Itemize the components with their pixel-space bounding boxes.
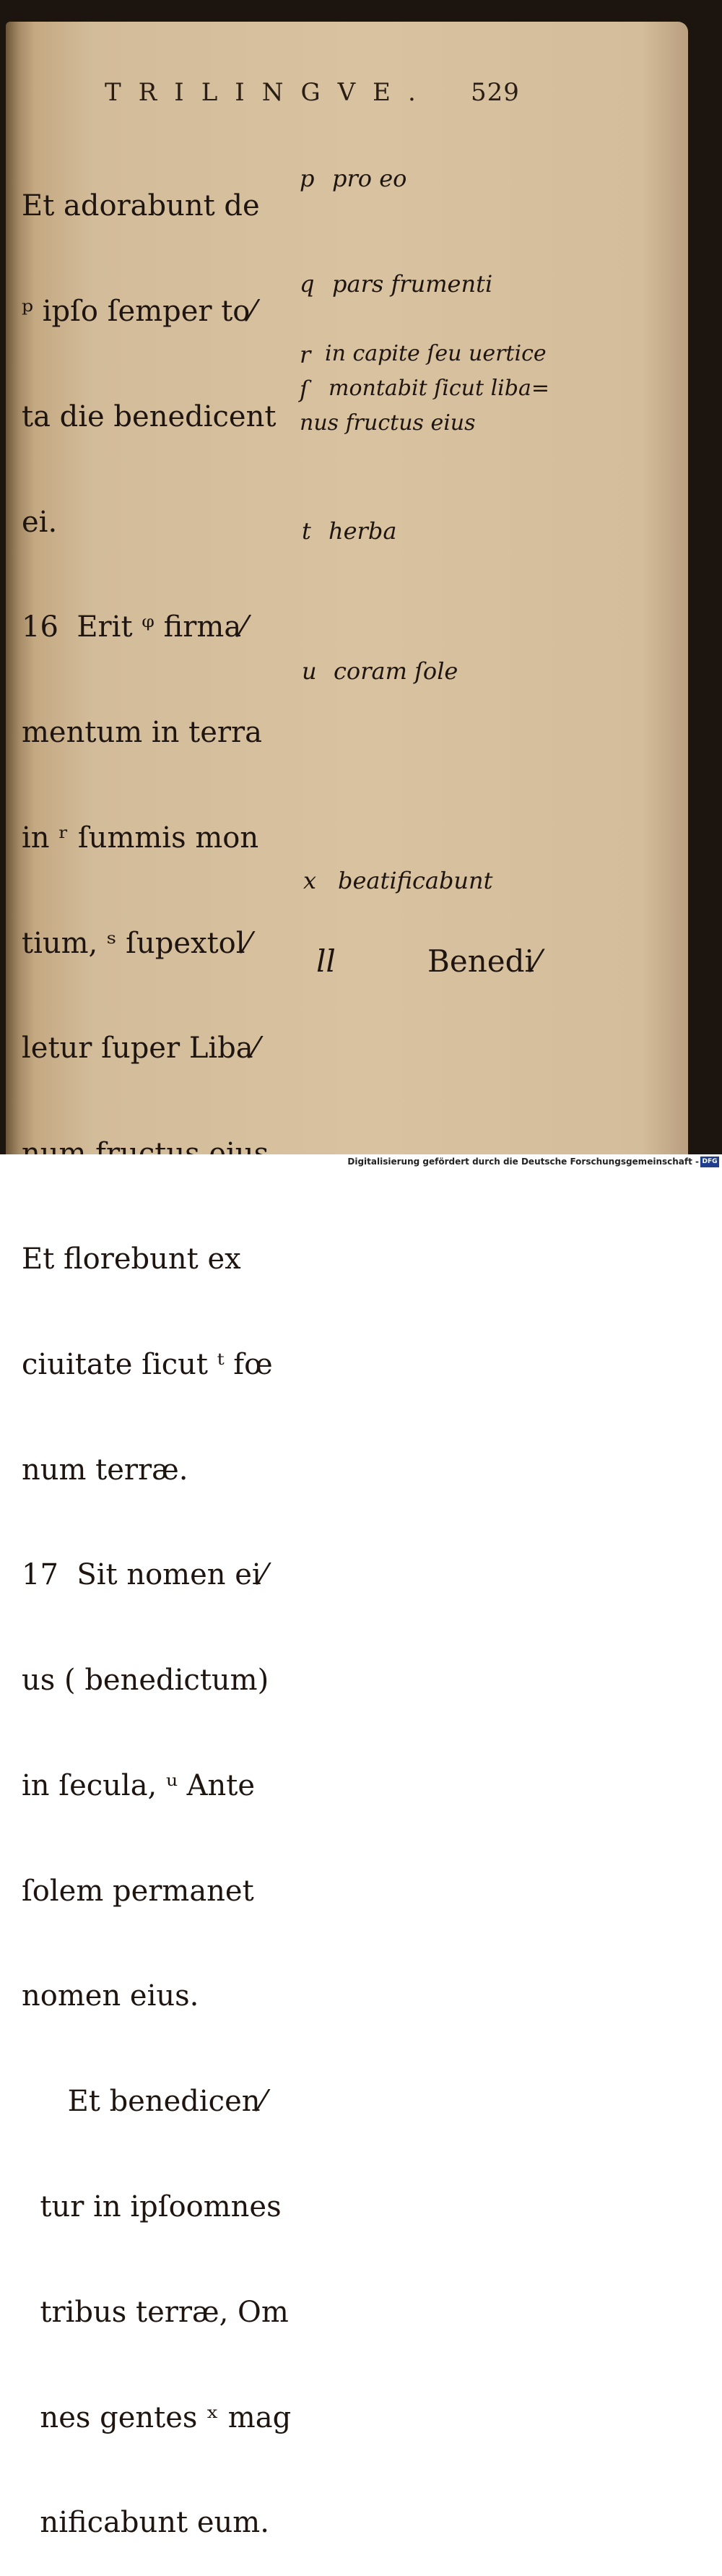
text-line: Et florebunt ex [22, 1242, 241, 1276]
text-line: ei. [22, 505, 58, 539]
gloss-text: beatificabunt [338, 867, 493, 894]
catchword: Benedi⁄ [427, 943, 539, 979]
gloss-text: in capite ſeu uertice [325, 341, 547, 366]
text-line: tium, ˢ ſupextol⁄ [22, 926, 251, 960]
gloss-text: herba [329, 517, 397, 545]
footer-credit: Digitalisierung gefördert durch die Deutsche Forschungsgemeinschaft - [347, 1157, 699, 1167]
text-line: ta die benedicent [22, 399, 277, 433]
text-line: ſolem permanet [22, 1874, 254, 1908]
gloss-letter: ſ [300, 376, 308, 403]
text-line: Et benedicen⁄ [22, 2085, 266, 2119]
text-line: nes gentes ˣ mag [22, 2400, 292, 2434]
running-header [0, 78, 722, 114]
text-line: in ſecula, ᵘ Ante [22, 1768, 256, 1802]
gloss-letter: u [302, 657, 317, 685]
text-line: tribus terræ, Om [22, 2295, 289, 2329]
text-line: nomen eius. [22, 1979, 199, 2013]
gloss-text: nus fructus eius [300, 410, 476, 436]
text-line: num terræ. [22, 1453, 188, 1487]
gloss-text: coram ſole [334, 657, 458, 685]
gloss-letter: p [300, 165, 315, 192]
text-line: letur ſuper Liba⁄ [22, 1032, 258, 1066]
text-line: tur in ipſoomnes [22, 2190, 282, 2224]
gloss-text: pars frumenti [332, 270, 493, 298]
gloss-letter: x [303, 867, 317, 894]
gloss-letter: t [302, 517, 311, 545]
gloss-text: pro eo [332, 165, 407, 192]
footer-bar [0, 1154, 722, 1172]
text-line: us ( benedictum) [22, 1664, 269, 1698]
running-title: TRILINGVE. [105, 78, 433, 107]
text-line: nificabunt eum. [22, 2506, 269, 2540]
text-line: in ʳ ſummis mon [22, 821, 259, 855]
text-line: 16 Erit ᵠ firma⁄ [22, 610, 246, 644]
text-line: ᵖ ipſo ſemper to⁄ [22, 294, 256, 328]
text-line: 17 Sit nomen ei⁄ [22, 1558, 266, 1592]
gloss-letter: q [300, 270, 315, 298]
gloss-text: montabit ſicut liba= [329, 376, 549, 401]
text-line: mentum in terra [22, 716, 262, 750]
text-line: Et adorabunt de [22, 189, 260, 223]
main-text [22, 118, 296, 2576]
dfg-logo: DFG [700, 1157, 719, 1167]
signature-mark: ll [316, 943, 336, 979]
page-number: 529 [471, 78, 520, 107]
gloss-letter: r [300, 341, 311, 368]
text-line: ciuitate ſicut ᵗ fœ [22, 1347, 273, 1381]
